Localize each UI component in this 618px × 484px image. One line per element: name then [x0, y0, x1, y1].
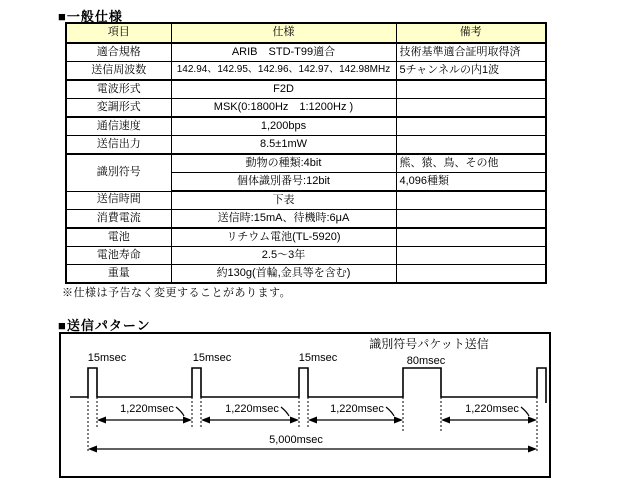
cell-item: 送信周波数: [66, 62, 171, 81]
cell-item: 送信出力: [66, 136, 171, 155]
header-spec: 仕様: [171, 23, 396, 43]
cell-item: 適合規格: [66, 43, 171, 62]
cell-spec: F2D: [171, 80, 396, 99]
cell-item: 消費電流: [66, 210, 171, 229]
cell-spec: 1,200bps: [171, 117, 396, 136]
cell-spec: 動物の種類:4bit: [171, 154, 396, 173]
pulse1-width-label: 15msec: [87, 352, 127, 364]
cell-item: 識別符号: [66, 154, 171, 191]
cell-item: 電波形式: [66, 80, 171, 99]
cell-note: 技術基準適合証明取得済: [396, 43, 546, 62]
cell-item: 通信速度: [66, 117, 171, 136]
cell-spec: 下表: [171, 191, 396, 210]
cell-note: 4,096種類: [396, 173, 546, 192]
cell-item: 重量: [66, 265, 171, 284]
header-item: 項目: [66, 23, 171, 43]
interval-label-4: 1,220msec: [465, 403, 519, 415]
cell-spec: 2.5〜3年: [171, 247, 396, 265]
cell-item: 電池寿命: [66, 247, 171, 265]
cell-spec: ARIB STD-T99適合: [171, 43, 396, 62]
cell-item: 変調形式: [66, 99, 171, 118]
interval-label-2: 1,220msec: [225, 403, 279, 415]
total-duration-label: 5,000msec: [269, 434, 323, 446]
cell-spec: リチウム電池(TL-5920): [171, 228, 396, 247]
cell-note: 5チャンネルの内1波: [396, 62, 546, 81]
pulse2-width-label: 15msec: [192, 352, 232, 364]
interval-label-1: 1,220msec: [120, 403, 174, 415]
cell-spec: 142.94、142.95、142.96、142.97、142.98MHz: [171, 62, 396, 81]
cell-spec: MSK(0:1800Hz 1:1200Hz ): [171, 99, 396, 118]
cell-item: 電池: [66, 228, 171, 247]
spec-footnote: ※仕様は予告なく変更することがあります。: [62, 287, 292, 299]
cell-spec: 送信時:15mA、待機時:6μA: [171, 210, 396, 229]
packet-label: 識別符号パケット送信: [369, 337, 489, 351]
cell-spec: 8.5±1mW: [171, 136, 396, 155]
cell-item: 送信時間: [66, 191, 171, 210]
section-title-tx-pattern: ■送信パターン: [58, 318, 151, 333]
pulse3-width-label: 15msec: [298, 352, 338, 364]
cell-spec: 個体識別番号:12bit: [171, 173, 396, 192]
packet-width-label: 80msec: [406, 355, 446, 367]
section-title-general-spec: ■一般仕様: [58, 9, 123, 24]
header-note: 備考: [396, 23, 546, 43]
cell-note: 熊、猿、鳥、その他: [396, 154, 546, 173]
interval-label-3: 1,220msec: [330, 403, 384, 415]
cell-spec: 約130g(首輪,金具等を含む): [171, 265, 396, 284]
